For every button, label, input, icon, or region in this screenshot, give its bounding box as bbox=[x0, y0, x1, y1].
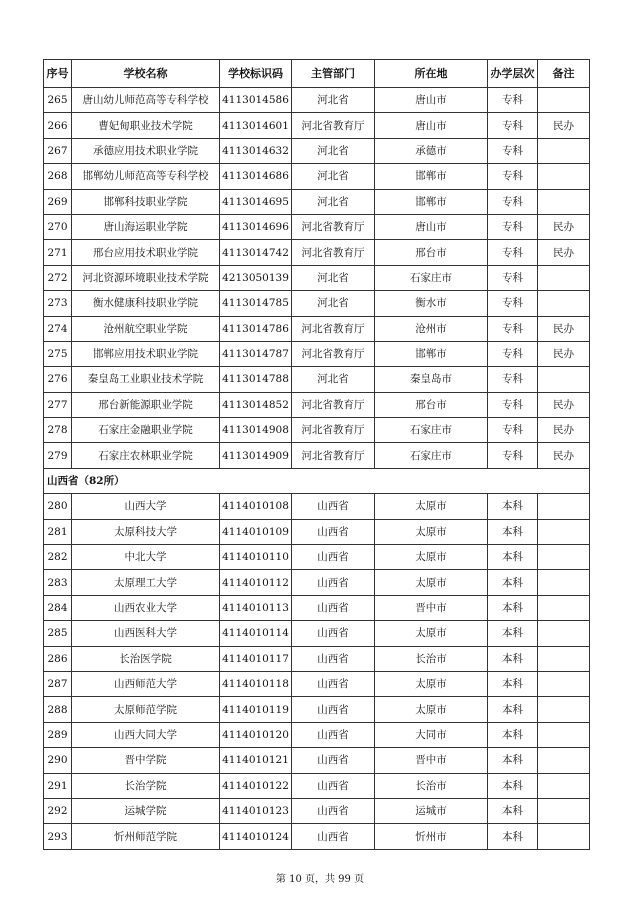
table-row bbox=[44, 494, 590, 519]
cell-school-name: 邢台新能源职业学院 bbox=[72, 392, 220, 417]
cell-school-name: 曹妃甸职业技术学院 bbox=[72, 113, 220, 138]
cell-level: 本科 bbox=[488, 824, 538, 849]
table-row bbox=[44, 443, 590, 468]
cell-location: 太原市 bbox=[375, 494, 488, 519]
cell-remark bbox=[538, 671, 590, 696]
cell-location: 太原市 bbox=[375, 519, 488, 544]
cell-remark bbox=[538, 164, 590, 189]
cell-authority: 河北省教育厅 bbox=[292, 240, 375, 265]
cell-authority: 山西省 bbox=[292, 494, 375, 519]
cell-remark bbox=[538, 595, 590, 620]
header-level: 办学层次 bbox=[488, 60, 538, 88]
cell-remark bbox=[538, 189, 590, 214]
cell-remark bbox=[538, 621, 590, 646]
cell-index: 276 bbox=[44, 367, 72, 392]
table-row bbox=[44, 545, 590, 570]
cell-school-code: 4113014632 bbox=[220, 138, 292, 163]
cell-authority: 山西省 bbox=[292, 748, 375, 773]
cell-authority: 山西省 bbox=[292, 798, 375, 823]
cell-level: 专科 bbox=[488, 138, 538, 163]
cell-school-code: 4114010120 bbox=[220, 722, 292, 747]
cell-location: 太原市 bbox=[375, 545, 488, 570]
cell-school-name: 中北大学 bbox=[72, 545, 220, 570]
cell-authority: 山西省 bbox=[292, 621, 375, 646]
cell-remark: 民办 bbox=[538, 113, 590, 138]
cell-level: 本科 bbox=[488, 494, 538, 519]
cell-school-code: 4113014852 bbox=[220, 392, 292, 417]
table-row bbox=[44, 164, 590, 189]
cell-authority: 山西省 bbox=[292, 824, 375, 849]
cell-level: 专科 bbox=[488, 113, 538, 138]
cell-school-name: 长治学院 bbox=[72, 773, 220, 798]
cell-remark: 民办 bbox=[538, 316, 590, 341]
cell-school-code: 4113014742 bbox=[220, 240, 292, 265]
table-row bbox=[44, 88, 590, 113]
cell-school-code: 4113014909 bbox=[220, 443, 292, 468]
cell-school-name: 唐山海运职业学院 bbox=[72, 214, 220, 239]
cell-school-code: 4113014695 bbox=[220, 189, 292, 214]
school-list-table-wrapper bbox=[43, 59, 589, 850]
cell-authority: 山西省 bbox=[292, 519, 375, 544]
cell-index: 267 bbox=[44, 138, 72, 163]
cell-remark: 民办 bbox=[538, 240, 590, 265]
table-row bbox=[44, 214, 590, 239]
cell-index: 288 bbox=[44, 697, 72, 722]
cell-index: 265 bbox=[44, 88, 72, 113]
page-footer: 第 10 页，共 99 页 bbox=[275, 874, 365, 885]
cell-authority: 河北省 bbox=[292, 265, 375, 290]
cell-level: 专科 bbox=[488, 265, 538, 290]
table-row bbox=[44, 341, 590, 366]
cell-location: 石家庄市 bbox=[375, 443, 488, 468]
cell-school-code: 4114010121 bbox=[220, 748, 292, 773]
cell-authority: 山西省 bbox=[292, 722, 375, 747]
cell-authority: 山西省 bbox=[292, 773, 375, 798]
table-row bbox=[44, 418, 590, 443]
header-location: 所在地 bbox=[375, 60, 488, 88]
cell-school-name: 山西大学 bbox=[72, 494, 220, 519]
cell-authority: 河北省教育厅 bbox=[292, 316, 375, 341]
cell-index: 269 bbox=[44, 189, 72, 214]
table-body-shanxi bbox=[44, 494, 590, 849]
cell-location: 运城市 bbox=[375, 798, 488, 823]
cell-school-name: 山西医科大学 bbox=[72, 621, 220, 646]
cell-location: 太原市 bbox=[375, 570, 488, 595]
table-row bbox=[44, 392, 590, 417]
table-row bbox=[44, 316, 590, 341]
cell-level: 本科 bbox=[488, 773, 538, 798]
cell-location: 忻州市 bbox=[375, 824, 488, 849]
cell-school-name: 太原师范学院 bbox=[72, 697, 220, 722]
cell-school-code: 4114010122 bbox=[220, 773, 292, 798]
cell-level: 本科 bbox=[488, 748, 538, 773]
cell-school-code: 4114010124 bbox=[220, 824, 292, 849]
cell-school-code: 4113014786 bbox=[220, 316, 292, 341]
cell-authority: 河北省教育厅 bbox=[292, 113, 375, 138]
table-row bbox=[44, 671, 590, 696]
cell-remark bbox=[538, 367, 590, 392]
cell-school-code: 4114010110 bbox=[220, 545, 292, 570]
cell-school-name: 山西师范大学 bbox=[72, 671, 220, 696]
cell-school-code: 4113014785 bbox=[220, 291, 292, 316]
cell-level: 本科 bbox=[488, 722, 538, 747]
cell-index: 279 bbox=[44, 443, 72, 468]
cell-authority: 山西省 bbox=[292, 545, 375, 570]
cell-school-code: 4113014908 bbox=[220, 418, 292, 443]
cell-authority: 河北省 bbox=[292, 164, 375, 189]
cell-school-name: 太原科技大学 bbox=[72, 519, 220, 544]
cell-school-code: 4114010123 bbox=[220, 798, 292, 823]
cell-level: 专科 bbox=[488, 291, 538, 316]
cell-index: 274 bbox=[44, 316, 72, 341]
cell-school-code: 4114010114 bbox=[220, 621, 292, 646]
cell-remark bbox=[538, 697, 590, 722]
cell-remark bbox=[538, 519, 590, 544]
cell-remark bbox=[538, 138, 590, 163]
cell-school-code: 4114010109 bbox=[220, 519, 292, 544]
cell-location: 邯郸市 bbox=[375, 189, 488, 214]
cell-school-code: 4114010108 bbox=[220, 494, 292, 519]
table-row bbox=[44, 722, 590, 747]
cell-authority: 河北省 bbox=[292, 88, 375, 113]
cell-remark bbox=[538, 798, 590, 823]
cell-school-code: 4114010118 bbox=[220, 671, 292, 696]
cell-authority: 山西省 bbox=[292, 697, 375, 722]
cell-index: 271 bbox=[44, 240, 72, 265]
cell-school-name: 唐山幼儿师范高等专科学校 bbox=[72, 88, 220, 113]
cell-level: 本科 bbox=[488, 621, 538, 646]
table-row bbox=[44, 138, 590, 163]
cell-school-code: 4113014788 bbox=[220, 367, 292, 392]
cell-remark bbox=[538, 291, 590, 316]
cell-school-name: 山西大同大学 bbox=[72, 722, 220, 747]
cell-remark: 民办 bbox=[538, 341, 590, 366]
cell-index: 287 bbox=[44, 671, 72, 696]
cell-level: 专科 bbox=[488, 240, 538, 265]
table-body-hebei bbox=[44, 88, 590, 469]
cell-level: 专科 bbox=[488, 88, 538, 113]
cell-school-name: 长治医学院 bbox=[72, 646, 220, 671]
table-row bbox=[44, 621, 590, 646]
cell-level: 本科 bbox=[488, 519, 538, 544]
table-row bbox=[44, 240, 590, 265]
header-index: 序号 bbox=[44, 60, 72, 88]
cell-location: 晋中市 bbox=[375, 595, 488, 620]
cell-level: 专科 bbox=[488, 316, 538, 341]
cell-remark bbox=[538, 265, 590, 290]
cell-school-name: 太原理工大学 bbox=[72, 570, 220, 595]
cell-index: 285 bbox=[44, 621, 72, 646]
cell-school-code: 4113014787 bbox=[220, 341, 292, 366]
cell-remark bbox=[538, 494, 590, 519]
cell-school-code: 4113014686 bbox=[220, 164, 292, 189]
header-remark: 备注 bbox=[538, 60, 590, 88]
cell-school-name: 石家庄农林职业学院 bbox=[72, 443, 220, 468]
cell-level: 本科 bbox=[488, 570, 538, 595]
cell-location: 长治市 bbox=[375, 646, 488, 671]
cell-school-name: 运城学院 bbox=[72, 798, 220, 823]
cell-school-name: 河北资源环境职业技术学院 bbox=[72, 265, 220, 290]
cell-location: 石家庄市 bbox=[375, 265, 488, 290]
cell-location: 邢台市 bbox=[375, 240, 488, 265]
cell-remark bbox=[538, 88, 590, 113]
cell-level: 本科 bbox=[488, 646, 538, 671]
cell-index: 290 bbox=[44, 748, 72, 773]
cell-authority: 河北省教育厅 bbox=[292, 392, 375, 417]
cell-index: 283 bbox=[44, 570, 72, 595]
cell-school-name: 衡水健康科技职业学院 bbox=[72, 291, 220, 316]
cell-level: 专科 bbox=[488, 214, 538, 239]
cell-authority: 山西省 bbox=[292, 671, 375, 696]
cell-index: 293 bbox=[44, 824, 72, 849]
cell-level: 专科 bbox=[488, 367, 538, 392]
section-title: 山西省（82所） bbox=[44, 468, 590, 493]
cell-level: 专科 bbox=[488, 341, 538, 366]
cell-remark: 民办 bbox=[538, 392, 590, 417]
cell-index: 270 bbox=[44, 214, 72, 239]
cell-location: 太原市 bbox=[375, 621, 488, 646]
header-school-code: 学校标识码 bbox=[220, 60, 292, 88]
cell-authority: 河北省教育厅 bbox=[292, 443, 375, 468]
cell-remark: 民办 bbox=[538, 214, 590, 239]
cell-school-name: 秦皇岛工业职业技术学院 bbox=[72, 367, 220, 392]
cell-school-code: 4213050139 bbox=[220, 265, 292, 290]
table-row bbox=[44, 824, 590, 849]
cell-index: 268 bbox=[44, 164, 72, 189]
cell-location: 长治市 bbox=[375, 773, 488, 798]
cell-school-code: 4114010112 bbox=[220, 570, 292, 595]
table-row bbox=[44, 291, 590, 316]
cell-school-name: 山西农业大学 bbox=[72, 595, 220, 620]
cell-authority: 山西省 bbox=[292, 646, 375, 671]
cell-level: 本科 bbox=[488, 697, 538, 722]
cell-location: 唐山市 bbox=[375, 214, 488, 239]
cell-index: 291 bbox=[44, 773, 72, 798]
table-row bbox=[44, 265, 590, 290]
cell-location: 邯郸市 bbox=[375, 341, 488, 366]
cell-authority: 河北省 bbox=[292, 291, 375, 316]
cell-remark: 民办 bbox=[538, 443, 590, 468]
cell-index: 266 bbox=[44, 113, 72, 138]
cell-school-code: 4113014696 bbox=[220, 214, 292, 239]
cell-index: 277 bbox=[44, 392, 72, 417]
cell-index: 284 bbox=[44, 595, 72, 620]
cell-level: 专科 bbox=[488, 418, 538, 443]
cell-location: 邯郸市 bbox=[375, 164, 488, 189]
cell-location: 唐山市 bbox=[375, 88, 488, 113]
header-school-name: 学校名称 bbox=[72, 60, 220, 88]
cell-index: 273 bbox=[44, 291, 72, 316]
cell-school-name: 石家庄金融职业学院 bbox=[72, 418, 220, 443]
cell-level: 本科 bbox=[488, 595, 538, 620]
cell-authority: 河北省教育厅 bbox=[292, 341, 375, 366]
cell-remark bbox=[538, 773, 590, 798]
cell-location: 秦皇岛市 bbox=[375, 367, 488, 392]
cell-level: 专科 bbox=[488, 189, 538, 214]
school-list-table bbox=[43, 59, 590, 850]
cell-level: 本科 bbox=[488, 798, 538, 823]
cell-school-name: 邯郸幼儿师范高等专科学校 bbox=[72, 164, 220, 189]
cell-index: 286 bbox=[44, 646, 72, 671]
cell-location: 晋中市 bbox=[375, 748, 488, 773]
cell-remark bbox=[538, 722, 590, 747]
cell-index: 275 bbox=[44, 341, 72, 366]
cell-remark bbox=[538, 570, 590, 595]
cell-school-name: 沧州航空职业学院 bbox=[72, 316, 220, 341]
cell-index: 281 bbox=[44, 519, 72, 544]
section-row bbox=[44, 468, 590, 493]
table-row bbox=[44, 113, 590, 138]
cell-location: 唐山市 bbox=[375, 113, 488, 138]
table-row bbox=[44, 697, 590, 722]
cell-school-code: 4113014586 bbox=[220, 88, 292, 113]
table-row bbox=[44, 519, 590, 544]
cell-level: 专科 bbox=[488, 164, 538, 189]
cell-authority: 河北省 bbox=[292, 138, 375, 163]
cell-remark: 民办 bbox=[538, 418, 590, 443]
cell-remark bbox=[538, 545, 590, 570]
cell-index: 282 bbox=[44, 545, 72, 570]
cell-authority: 河北省教育厅 bbox=[292, 214, 375, 239]
cell-school-name: 邢台应用技术职业学院 bbox=[72, 240, 220, 265]
cell-remark bbox=[538, 748, 590, 773]
table-row bbox=[44, 367, 590, 392]
cell-school-name: 忻州师范学院 bbox=[72, 824, 220, 849]
cell-school-code: 4113014601 bbox=[220, 113, 292, 138]
cell-index: 278 bbox=[44, 418, 72, 443]
cell-level: 专科 bbox=[488, 443, 538, 468]
cell-school-name: 邯郸应用技术职业学院 bbox=[72, 341, 220, 366]
cell-location: 承德市 bbox=[375, 138, 488, 163]
cell-level: 专科 bbox=[488, 392, 538, 417]
table-row bbox=[44, 595, 590, 620]
cell-location: 衡水市 bbox=[375, 291, 488, 316]
cell-index: 280 bbox=[44, 494, 72, 519]
cell-school-name: 晋中学院 bbox=[72, 748, 220, 773]
table-row bbox=[44, 570, 590, 595]
cell-authority: 山西省 bbox=[292, 595, 375, 620]
cell-authority: 河北省 bbox=[292, 367, 375, 392]
table-row bbox=[44, 798, 590, 823]
cell-school-code: 4114010117 bbox=[220, 646, 292, 671]
table-row bbox=[44, 189, 590, 214]
header-authority: 主管部门 bbox=[292, 60, 375, 88]
cell-authority: 河北省 bbox=[292, 189, 375, 214]
cell-school-code: 4114010119 bbox=[220, 697, 292, 722]
cell-index: 292 bbox=[44, 798, 72, 823]
table-row bbox=[44, 748, 590, 773]
cell-authority: 河北省教育厅 bbox=[292, 418, 375, 443]
table-row bbox=[44, 773, 590, 798]
cell-location: 沧州市 bbox=[375, 316, 488, 341]
cell-location: 太原市 bbox=[375, 671, 488, 696]
cell-school-code: 4114010113 bbox=[220, 595, 292, 620]
cell-location: 邢台市 bbox=[375, 392, 488, 417]
cell-school-name: 承德应用技术职业学院 bbox=[72, 138, 220, 163]
cell-remark bbox=[538, 824, 590, 849]
cell-location: 太原市 bbox=[375, 697, 488, 722]
cell-location: 大同市 bbox=[375, 722, 488, 747]
table-body-section bbox=[44, 468, 590, 493]
cell-school-name: 邯郸科技职业学院 bbox=[72, 189, 220, 214]
cell-authority: 山西省 bbox=[292, 570, 375, 595]
cell-remark bbox=[538, 646, 590, 671]
cell-location: 石家庄市 bbox=[375, 418, 488, 443]
table-row bbox=[44, 646, 590, 671]
cell-level: 本科 bbox=[488, 671, 538, 696]
cell-index: 272 bbox=[44, 265, 72, 290]
cell-level: 本科 bbox=[488, 545, 538, 570]
cell-index: 289 bbox=[44, 722, 72, 747]
table-header-row bbox=[44, 60, 590, 88]
